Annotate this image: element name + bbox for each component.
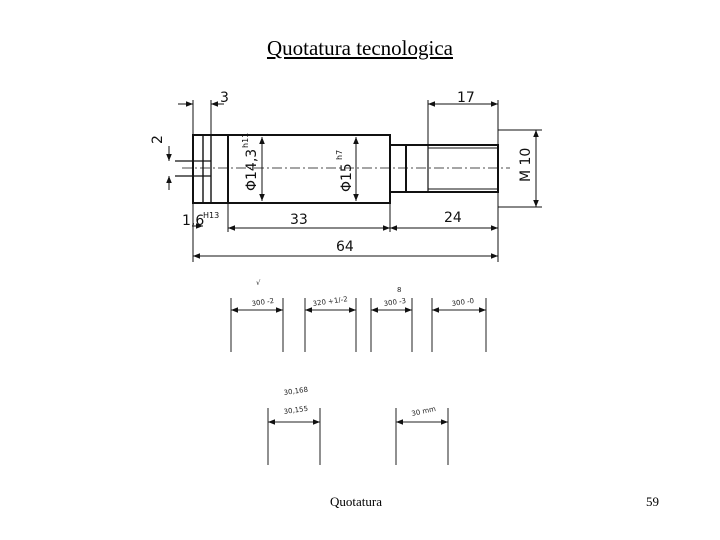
gauge-4-label: 300 -0 — [451, 296, 475, 308]
gauge-sketches — [231, 298, 486, 465]
gauge-3-symbol: 8 — [397, 286, 402, 294]
dim-2: 2 — [150, 135, 166, 144]
dim-1-6-tolerance: H13 — [203, 211, 220, 220]
page-number: 59 — [646, 494, 659, 509]
dimension-lines — [169, 100, 542, 262]
dim-m10: M 10 — [518, 147, 534, 182]
gauge-3-label: 300 -3 — [383, 296, 407, 308]
footer-text: Quotatura — [330, 494, 382, 509]
gauge-2-label: 320 +1/-2 — [312, 295, 349, 308]
dim-24: 24 — [444, 210, 462, 226]
dim-3: 3 — [220, 90, 229, 106]
dim-phi-14-3: Φ14,3 — [244, 148, 260, 191]
gauge-6-label: 30 mm — [410, 404, 437, 418]
dim-phi-14-3-tolerance: h11 — [241, 132, 250, 148]
dim-64: 64 — [336, 239, 354, 255]
gauge-1-symbol: √ — [256, 279, 261, 287]
dim-1-6: 1,6 — [182, 213, 205, 229]
gauge-5-label-a: 30,168 — [283, 385, 309, 397]
shaft-thread — [406, 145, 498, 192]
dim-33: 33 — [290, 212, 308, 228]
slide-title: Quotatura tecnologica — [266, 36, 453, 60]
dim-phi-15-tolerance: h7 — [335, 149, 344, 160]
dim-17: 17 — [457, 90, 475, 106]
dim-phi-15: Φ15 — [339, 163, 355, 192]
gauge-5-label-b: 30,155 — [283, 404, 309, 416]
gauge-1-label: 300 -2 — [251, 296, 275, 308]
